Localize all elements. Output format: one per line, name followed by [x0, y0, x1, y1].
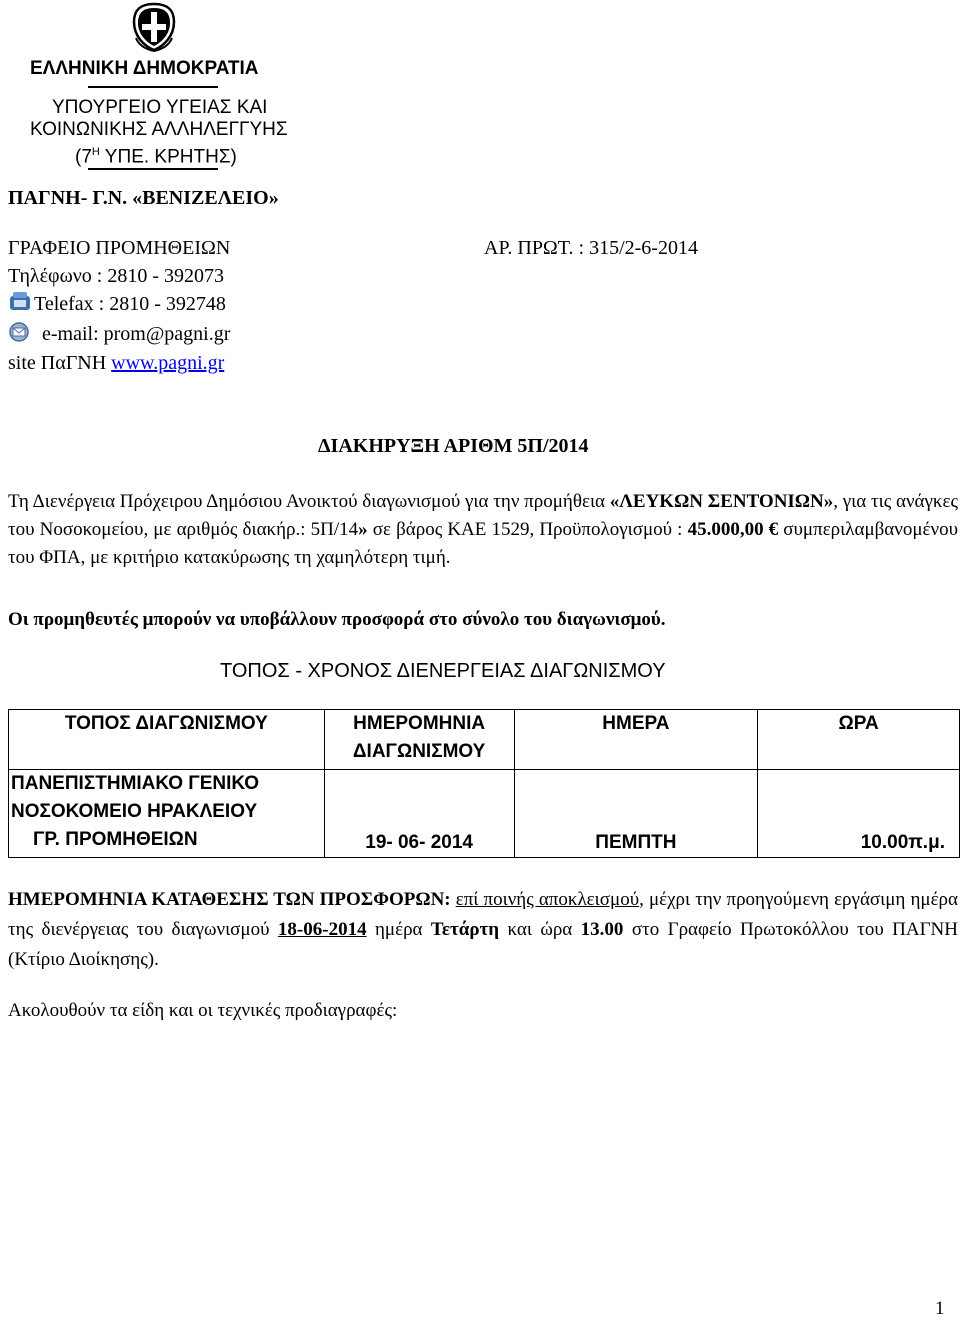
site-link[interactable]: www.pagni.gr: [111, 352, 225, 374]
cell-day: ΠΕΜΠΤΗ: [514, 770, 758, 858]
deadline-text-3: και ώρα: [499, 919, 581, 940]
p1-text-g: συμπεριλαμβανομένου του ΦΠΑ, με κριτήριο κατακύρωσης τη χαμηλότερη τιμή.: [8, 519, 959, 568]
deadline-text-2: ημέρα: [366, 919, 431, 940]
notice-title: ΔΙΑΚΗΡΥΞΗ ΑΡΙΘΜ 5Π/2014: [318, 435, 589, 457]
office-name: ΓΡΑΦΕΙΟ ΠΡΟΜΗΘΕΙΩΝ: [8, 237, 231, 259]
notice-paragraph: [8, 488, 958, 572]
deadline-text-1: , μέχρι την προηγούμενη εργάσιμη ημέρα της διενέργειας του διαγωνισμού: [8, 889, 958, 940]
deadline-day: Τετάρτη: [430, 919, 500, 940]
p1-text-c: , για τις ανάγκες του Νοσοκομείου, με αριθμός διακήρ.: 5Π/14: [8, 491, 958, 540]
page-number: 1: [935, 1298, 945, 1319]
place-line-3: ΓΡ. ΠΡΟΜΗΘΕΙΩΝ: [33, 829, 198, 850]
p1-subject: «ΛΕΥΚΩΝ ΣΕΝΤΟΝΙΩΝ»: [609, 491, 834, 512]
p1-budget: 45.000,00 €: [687, 519, 779, 540]
phone-line: Τηλέφωνο : 2810 - 392073: [8, 265, 224, 287]
telefax-icon: [8, 290, 32, 312]
deadline-label: ΗΜΕΡΟΜΗΝΙΑ ΚΑΤΑΘΕΣΗΣ ΤΩΝ ΠΡΟΣΦΟΡΩΝ:: [8, 889, 451, 910]
deadline-penalty: επί ποινής αποκλεισμού: [455, 889, 640, 910]
p1-quote: »: [358, 519, 368, 540]
place-line-1: ΠΑΝΕΠΙΣΤΗΜΙΑΚΟ ΓΕΝΙΚΟ: [11, 773, 260, 794]
email-line: e-mail: prom@pagni.gr: [42, 323, 231, 345]
deadline-date: 18-06-2014: [277, 919, 367, 940]
header-time: ΩΡΑ: [758, 710, 960, 770]
state-name: ΕΛΛΗΝΙΚΗ ΔΗΜΟΚΡΑΤΙΑ: [30, 58, 259, 79]
region-line: [75, 141, 237, 168]
header-divider: [88, 86, 218, 88]
tender-schedule-table: [8, 709, 960, 858]
ministry-line-1: ΥΠΟΥΡΓΕΙΟ ΥΓΕΙΑΣ ΚΑΙ: [52, 97, 268, 118]
ministry-line-2: ΚΟΙΝΩΝΙΚΗΣ ΑΛΛΗΛΕΓΓΥΗΣ: [30, 119, 288, 140]
deadline-time: 13.00: [580, 919, 624, 940]
p1-text-e: σε βάρος ΚΑΕ 1529, Προϋπολογισμού :: [367, 519, 688, 540]
cell-time: 10.00π.μ.: [758, 770, 960, 858]
site-label: site ΠαΓΝΗ: [8, 352, 112, 374]
fax-line: Telefax : 2810 - 392748: [34, 293, 226, 315]
greek-emblem-icon: [130, 2, 178, 52]
header-place: ΤΟΠΟΣ ΔΙΑΓΩΝΙΣΜΟΥ: [9, 710, 325, 770]
place-line-2: ΝΟΣΟΚΟΜΕΙΟ ΗΡΑΚΛΕΙΟΥ: [11, 801, 258, 822]
deadline-text-4: στο Γραφείο Πρωτοκόλλου του ΠΑΓΝΗ (Κτίριο Διοίκησης).: [8, 919, 958, 970]
table-title: ΤΟΠΟΣ - ΧΡΟΝΟΣ ΔΙΕΝΕΡΓΕΙΑΣ ΔΙΑΓΩΝΙΣΜΟΥ: [220, 660, 666, 682]
header-divider-2: [88, 168, 218, 170]
header-date: ΗΜΕΡΟΜΗΝΙΑ ΔΙΑΓΩΝΙΣΜΟΥ: [324, 710, 514, 770]
region-superscript: Η: [91, 146, 100, 158]
table-row: [9, 770, 960, 858]
protocol-number: ΑΡ. ΠΡΩΤ. : 315/2-6-2014: [484, 237, 698, 259]
hospital-name: ΠΑΓΝΗ- Γ.Ν. «ΒΕΝΙΖΕΛΕΙΟ»: [8, 187, 279, 209]
table-header-row: [9, 710, 960, 770]
site-line: [8, 351, 224, 375]
cell-place: [9, 770, 325, 858]
following-specs-line: Ακολουθούν τα είδη και οι τεχνικές προδιαγραφές:: [8, 1000, 398, 1021]
region-suffix: ΥΠΕ. ΚΡΗΤΗΣ): [99, 146, 237, 168]
bidders-note: Οι προμηθευτές μπορούν να υποβάλλουν προσφορά στο σύνολο του διαγωνισμού.: [8, 609, 666, 630]
p1-text-a: Τη Διενέργεια Πρόχειρου Δημόσιου Ανοικτού διαγωνισμού για την προμήθεια: [8, 491, 610, 512]
email-icon: [8, 322, 30, 342]
deadline-paragraph: [8, 885, 958, 975]
header-day: ΗΜΕΡΑ: [514, 710, 758, 770]
region-prefix: (7: [75, 146, 92, 168]
cell-date: 19- 06- 2014: [324, 770, 514, 858]
